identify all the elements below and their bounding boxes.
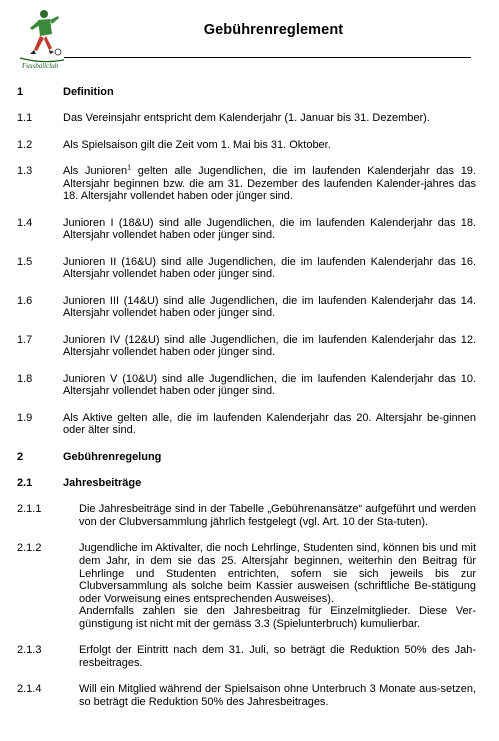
footnote-marker: 1 xyxy=(127,164,132,172)
clause-continuation: Andernfalls zahlen sie den Jahresbeitrag für Einzelmitglieder. Diese Ver-günstigung ist nicht mit der gemäss 3.3 (Spielunterbruch) kumulierbar. xyxy=(79,605,476,630)
clause: 1.1 Das Vereinsjahr entspricht dem Kalenderjahr (1. Januar bis 31. Dezember). xyxy=(17,112,430,125)
section-heading: 1 Definition xyxy=(17,86,114,98)
clause: 1.7 Junioren IV (12&U) sind alle Jugendlichen, die im laufenden Kalenderjahr das 12. Altersjahr vollendet haben oder jünger sind. xyxy=(17,333,476,359)
section-heading: 2 Gebührenregelung xyxy=(17,450,162,463)
clause: 2.1.4 Will ein Mitglied während der Spielsaison ohne Unterbruch 3 Monate aus-setzen, so beträgt die Reduktion 50% des Jahresbeitrages. xyxy=(17,683,476,708)
clause: 1.2 Als Spielsaison gilt die Zeit vom 1. Mai bis 31. Oktober. xyxy=(17,138,331,151)
clause: 1.5 Junioren II (16&U) sind alle Jugendlichen, die im laufenden Kalenderjahr das 16. Altersjahr vollendet haben oder jünger sind. xyxy=(17,255,476,281)
subsection-heading: 2.1 Jahresbeiträge xyxy=(17,477,142,490)
clause: 2.1.1 Die Jahresbeiträge sind in der Tabelle „Gebührenansätze“ aufgeführt und werden von der Clubversammlung jährlich festgelegt (vgl. Art. 10 der Sta-tuten). xyxy=(17,503,476,529)
document-body xyxy=(0,86,499,709)
clause: 1.3 Als Junioren$^1$ gelten alle Jugendlichen, die im laufenden Kalenderjahr das 19. Altersjahr beginnen bzw. die am 31. Dezember des laufenden Kalender-jahres das 18. Altersjahr vollendet haben oder jünger sind. xyxy=(17,164,476,203)
clause: 1.9 Als Aktive gelten alle, die im laufenden Kalenderjahr das 20. Altersjahr be-ginnen oder älter sind. xyxy=(17,411,476,437)
svg-text:Fussballclub: Fussballclub xyxy=(22,62,59,70)
clause: 1.4 Junioren I (18&U) sind alle Jugendlichen, die im laufenden Kalenderjahr das 18. Altersjahr vollendet haben oder jünger sind. xyxy=(17,216,476,242)
clause: 1.6 Junioren III (14&U) sind alle Jugendlichen, die im laufenden Kalenderjahr das 14. Altersjahr vollendet haben oder jünger sind. xyxy=(17,294,476,320)
clause: 2.1.2 Jugendliche im Aktivalter, die noch Lehrlinge, Studenten sind, können bis und mit dem Jahr, in dem sie das 25. Altersjahr beginnen, weiterhin den Beitrag für Lehrlinge und Studenten entrichten, sofern sie sich jeweils bis zur Clubversammlung als solche beim Kassier ausweisen (schriftliche Be-stätigung oder Vorweisung eines entsprechenden Ausweises). Andernfalls zahlen sie den Jahresbeitrag für Einzelmitglieder. Diese Ver-günstigung ist nicht mit der gemäss 3.3 (Spielunterbruch) kumulierbar. xyxy=(17,542,476,630)
page-title: Gebührenreglement xyxy=(203,22,344,38)
soccer-player-logo-icon xyxy=(14,6,70,72)
clause: 1.8 Junioren V (10&U) sind alle Jugendlichen, die im laufenden Kalenderjahr das 10. Altersjahr vollendet haben oder jünger sind. xyxy=(17,372,476,398)
clause: 2.1.3 Erfolgt der Eintritt nach dem 31. Juli, so beträgt die Reduktion 50% des Jah-resbeitrages. xyxy=(17,644,476,669)
title-underline xyxy=(64,57,471,58)
